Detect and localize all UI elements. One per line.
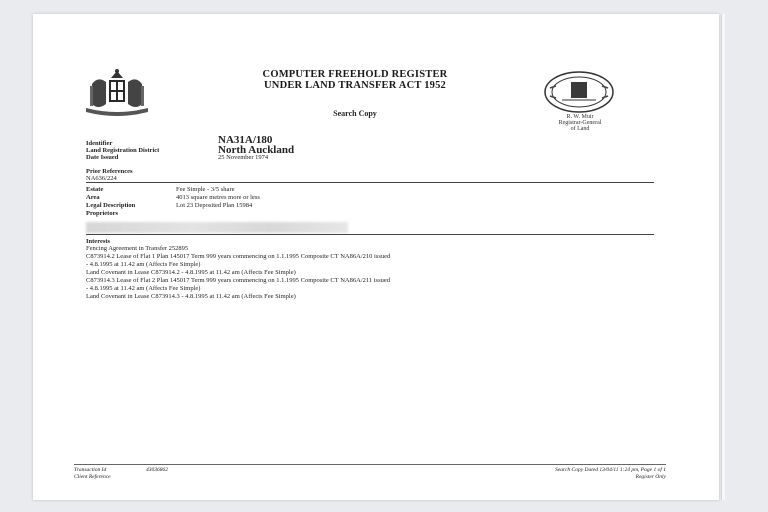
identifier-value: NA31A/180 (218, 134, 273, 146)
register-only-note: Register Only (635, 474, 666, 480)
coat-of-arms-icon (78, 68, 156, 118)
seal-title-2: of Land (570, 126, 590, 132)
interest-line: Land Covenant in Lease C873914.3 - 4.8.1995 at 11.42 am (Affects Fee Simple) (86, 293, 296, 300)
search-copy-dated: Search Copy Dated 13/04/11 1:24 pm, Page 1 of 1 (555, 467, 666, 473)
interest-line: Land Covenant in Lease C873914.2 - 4.8.1995 at 11.42 am (Affects Fee Simple) (86, 269, 296, 276)
interest-line: C873914.3 Lease of Flat 2 Plan 145017 Term 999 years commencing on 1.1.1995 Composite CT NA86A/211 issued (86, 277, 390, 284)
divider-rule (86, 182, 654, 183)
area-label: Area (86, 194, 100, 201)
proprietors-label: Proprietors (86, 210, 119, 217)
transaction-id-label: Transaction Id (74, 467, 107, 473)
prior-references-label: Prior References (86, 168, 133, 175)
prior-references-value: NA636/224 (86, 175, 117, 182)
district-value: North Auckland (218, 144, 295, 156)
area-value: 4013 square metres more or less (176, 194, 260, 201)
estate-value: Fee Simple - 3/5 share (176, 186, 235, 193)
search-copy-heading: Search Copy (333, 109, 377, 118)
transaction-id-value: 43036862 (146, 467, 168, 473)
registrar-seal-icon (540, 70, 618, 114)
identifier-label: Identifier (86, 140, 113, 147)
register-title (170, 69, 540, 91)
estate-label: Estate (86, 186, 104, 193)
interest-line: - 4.8.1995 at 11.42 am (Affects Fee Simple) (86, 261, 201, 268)
seal-caption (530, 114, 630, 132)
footer-rule (74, 464, 666, 465)
page-edge (721, 14, 725, 500)
interests-label: Interests (86, 238, 111, 245)
title-line-1: COMPUTER FREEHOLD REGISTER (262, 69, 448, 80)
interest-line: Fencing Agreement in Transfer 252895 (86, 245, 189, 252)
client-reference-label: Client Reference (74, 474, 111, 480)
interest-line: - 4.8.1995 at 11.42 am (Affects Fee Simple) (86, 285, 201, 292)
legal-description-label: Legal Description (86, 202, 136, 209)
interest-line: C873914.2 Lease of Flat 1 Plan 145017 Term 999 years commencing on 1.1.1995 Composite CT NA86A/210 issued (86, 253, 391, 260)
title-line-2: UNDER LAND TRANSFER ACT 1952 (264, 80, 446, 91)
legal-description-value: Lot 23 Deposited Plan 15984 (176, 202, 253, 209)
divider-rule (86, 234, 654, 235)
district-label: Land Registration District (86, 147, 160, 154)
redacted-proprietors (86, 222, 348, 233)
date-issued-value: 25 November 1974 (218, 154, 269, 161)
date-issued-label: Date Issued (86, 154, 119, 161)
seal-title-1: Registrar-General (558, 120, 602, 126)
seal-signatory: R. W. Muir (566, 114, 594, 120)
